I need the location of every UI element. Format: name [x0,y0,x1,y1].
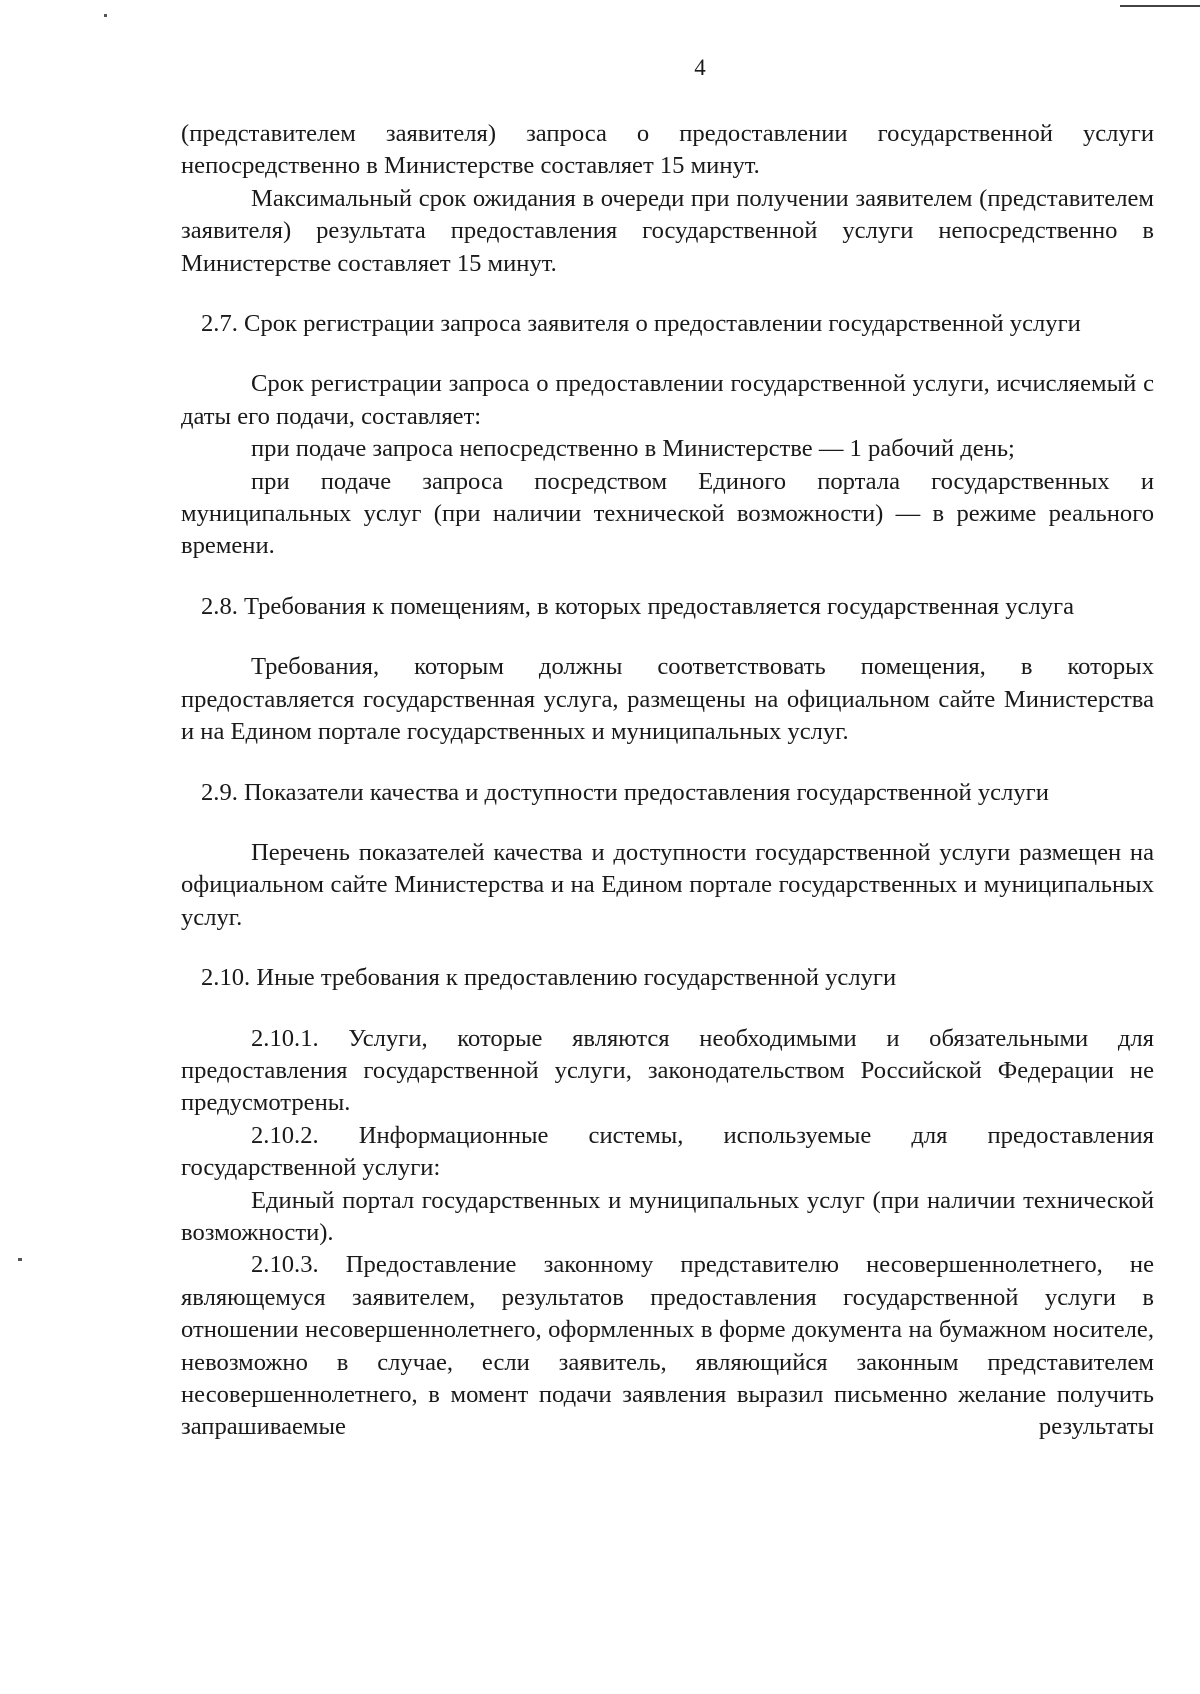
document-body [181,118,1154,1444]
paragraph: 2.10.2. Информационные системы, используемые для предоставления государственной услуги: [181,1121,1154,1182]
paragraph: Единый портал государственных и муниципальных услуг (при наличии технической возможности). [181,1186,1154,1246]
paragraph: Перечень показателей качества и доступности государственной услуги размещен на официальном сайте Министерства и на Едином портале государственных и муниципальных услуг. [181,838,1154,931]
paragraph: Требования, которым должны соответствовать помещения, в которых предоставляется государственная услуга, размещены на официальном сайте Министерства и на Едином портале государственных и муниципальных услуг. [181,653,1154,746]
paragraph: 2.10.3. Предоставление законному представителю несовершеннолетнего, не являющемуся заявителем, результатов предоставления государственной услуги в отношении несовершеннолетнего, оформленных в форме документа на бумажном носителе, невозможно в случае, если заявитель, являющийся законным представителем несовершеннолетнего, в момент подачи заявления выразил письменно желание получить запрашиваемые результаты [181,1251,1154,1441]
section-heading-2-7: 2.7. Срок регистрации запроса заявителя о предоставлении государственной услуги [201,310,1081,338]
paragraph: (представителем заявителя) запроса о предоставлении государственной услуги непосредственно в Министерстве составляет 15 минут. [181,120,1154,180]
paragraph: при подаче запроса посредством Единого портала государственных и муниципальных услуг (при наличии технической возможности) — в режиме реального времени. [181,467,1154,560]
section-heading-2-8: 2.8. Требования к помещениям, в которых предоставляется государственная услуга [201,592,1075,620]
section-heading-2-9: 2.9. Показатели качества и доступности предоставления государственной услуги [201,778,1049,806]
paragraph: при подаче запроса непосредственно в Министерстве — 1 рабочий день; [251,435,1015,463]
paragraph: Максимальный срок ожидания в очереди при получении заявителем (представителем заявителя) результата предоставления государственной услуги непосредственно в Министерстве составляет 15 минут. [181,184,1154,277]
scan-speck [18,1258,22,1261]
section-heading-2-10: 2.10. Иные требования к предоставлению государственной услуги [201,964,897,992]
scan-edge-line [1120,5,1200,7]
scan-speck [104,14,107,17]
page-number: 4 [694,55,706,80]
paragraph: 2.10.1. Услуги, которые являются необходимыми и обязательными для предоставления государственной услуги, законодательством Российской Федерации не предусмотрены. [181,1024,1154,1117]
paragraph: Срок регистрации запроса о предоставлении государственной услуги, исчисляемый с даты его подачи, составляет: [181,370,1154,430]
